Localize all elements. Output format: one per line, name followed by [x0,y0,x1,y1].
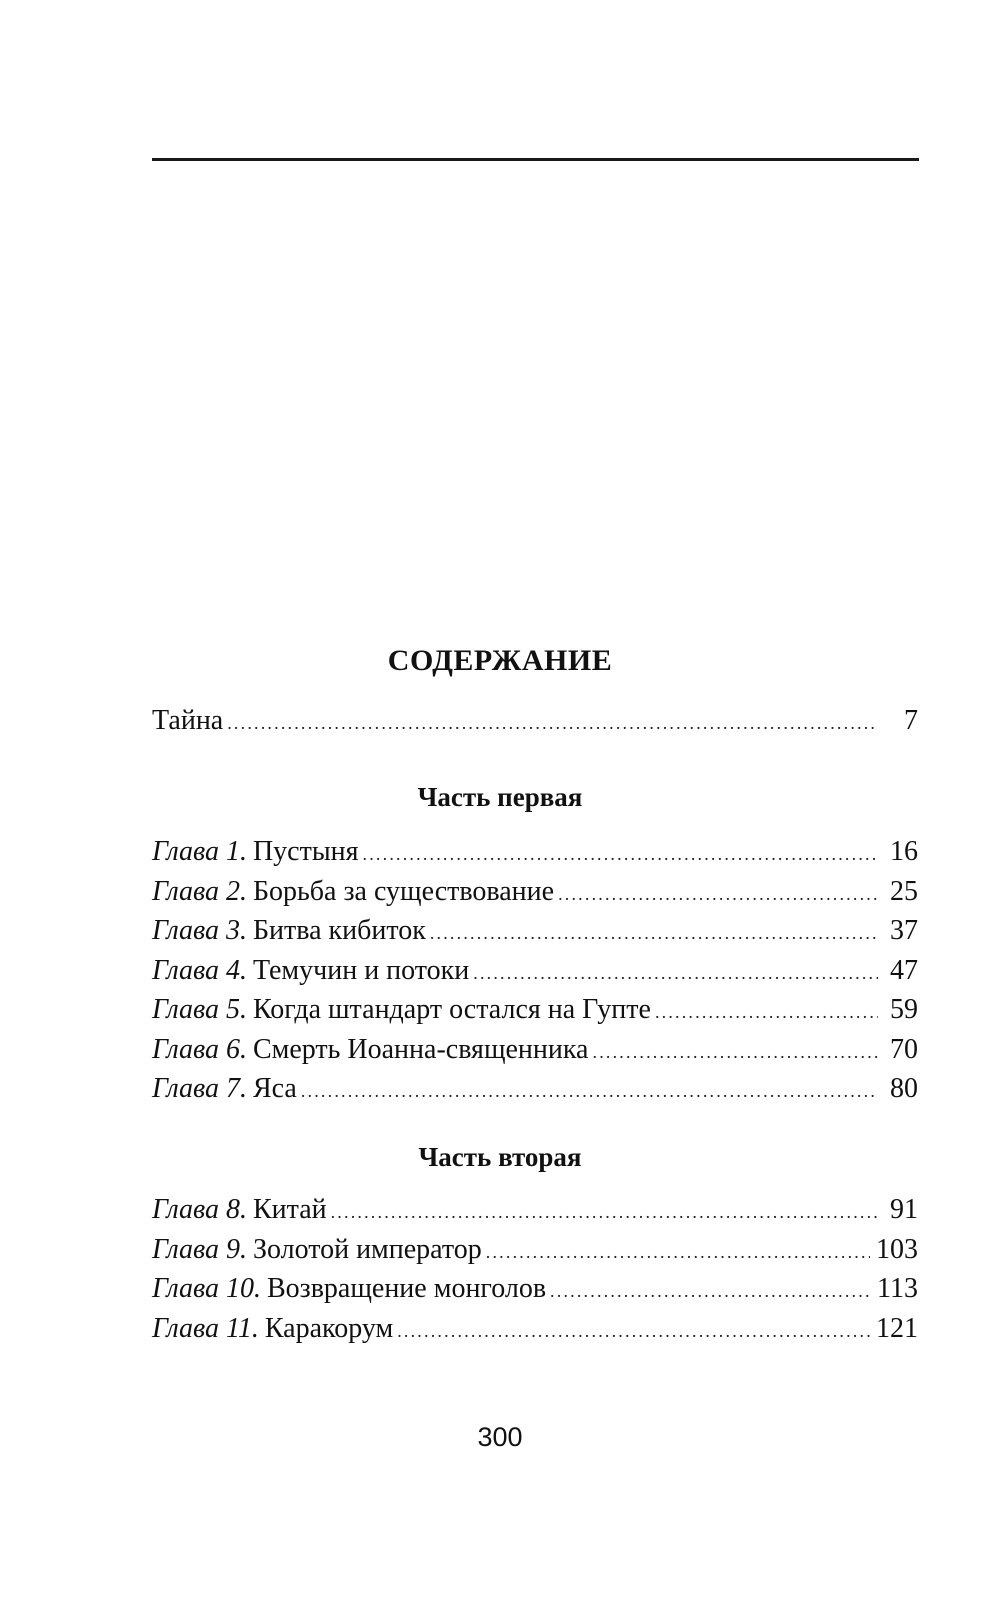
entry-chapter: Глава 7. [152,1073,247,1104]
entry-page: 70 [890,1033,918,1065]
dot-leader [397,1312,870,1352]
entry-title: Когда штандарт остался на Гупте [252,994,651,1025]
entry-chapter: Глава 8. [152,1194,247,1225]
entry-chapter: Глава 1. [152,836,247,867]
dot-leader [227,704,878,744]
part-two-heading: Часть вторая [418,1142,582,1172]
toc-entry-intro[interactable] [152,701,918,741]
toc-entry[interactable] [152,1269,918,1309]
entry-chapter: Глава 10. [152,1273,261,1304]
toc-entry[interactable] [152,832,918,872]
entry-chapter: Глава 5. [152,994,247,1025]
dot-leader [550,1272,871,1312]
dot-leader [430,914,878,954]
entry-page: 80 [890,1073,918,1104]
toc-entry[interactable] [152,1069,918,1109]
entry-chapter: Глава 11. [152,1312,259,1344]
toc-entry[interactable] [152,951,918,991]
entry-title: Возвращение монголов [266,1273,547,1304]
entry-chapter: Глава 9. [152,1233,247,1265]
entry-chapter: Глава 6. [152,1033,247,1065]
dot-leader [655,993,878,1033]
toc-entry[interactable] [152,1309,918,1349]
toc-part-one [152,832,918,1109]
entry-page: 47 [890,954,918,986]
toc-entry[interactable] [152,990,918,1030]
dot-leader [331,1193,878,1233]
entry-title: Битва кибиток [252,915,426,946]
entry-title: Золотой император [252,1233,482,1265]
entry-page: 113 [877,1273,918,1304]
entry-page: 25 [890,875,918,907]
entry-chapter: Глава 2. [152,875,247,907]
toc-entry[interactable] [152,872,918,912]
entry-title: Пустыня [252,836,359,867]
entry-chapter: Глава 3. [152,915,247,946]
dot-leader [486,1233,870,1273]
page-number: 300 [477,1422,523,1452]
header-rule [152,158,919,161]
entry-page: 37 [890,915,918,946]
entry-page: 103 [876,1233,918,1265]
dot-leader [473,954,878,994]
toc-entry[interactable] [152,1030,918,1070]
entry-chapter: Глава 4. [152,954,247,986]
entry-title: Яса [252,1073,297,1104]
entry-title: Китай [252,1194,327,1225]
part-one-heading: Часть первая [417,782,583,812]
entry-title: Тайна [152,705,224,736]
entry-page: 91 [890,1194,918,1225]
entry-title: Смерть Иоанна-священника [252,1033,589,1065]
entry-title: Каракорум [264,1312,394,1344]
entry-title: Борьба за существование [252,875,555,907]
dot-leader [301,1072,878,1112]
dot-leader [593,1033,879,1073]
toc-part-two [152,1190,918,1348]
page-title: СОДЕРЖАНИЕ [387,644,613,677]
entry-title: Темучин и потоки [252,954,470,986]
entry-page: 7 [904,705,918,736]
dot-leader [558,875,878,915]
entry-page: 121 [876,1312,918,1344]
entry-page: 59 [890,994,918,1025]
toc-entry[interactable] [152,911,918,951]
toc-intro [152,701,918,741]
toc-entry[interactable] [152,1230,918,1270]
toc-entry[interactable] [152,1190,918,1230]
entry-page: 16 [890,836,918,867]
dot-leader [363,835,878,875]
